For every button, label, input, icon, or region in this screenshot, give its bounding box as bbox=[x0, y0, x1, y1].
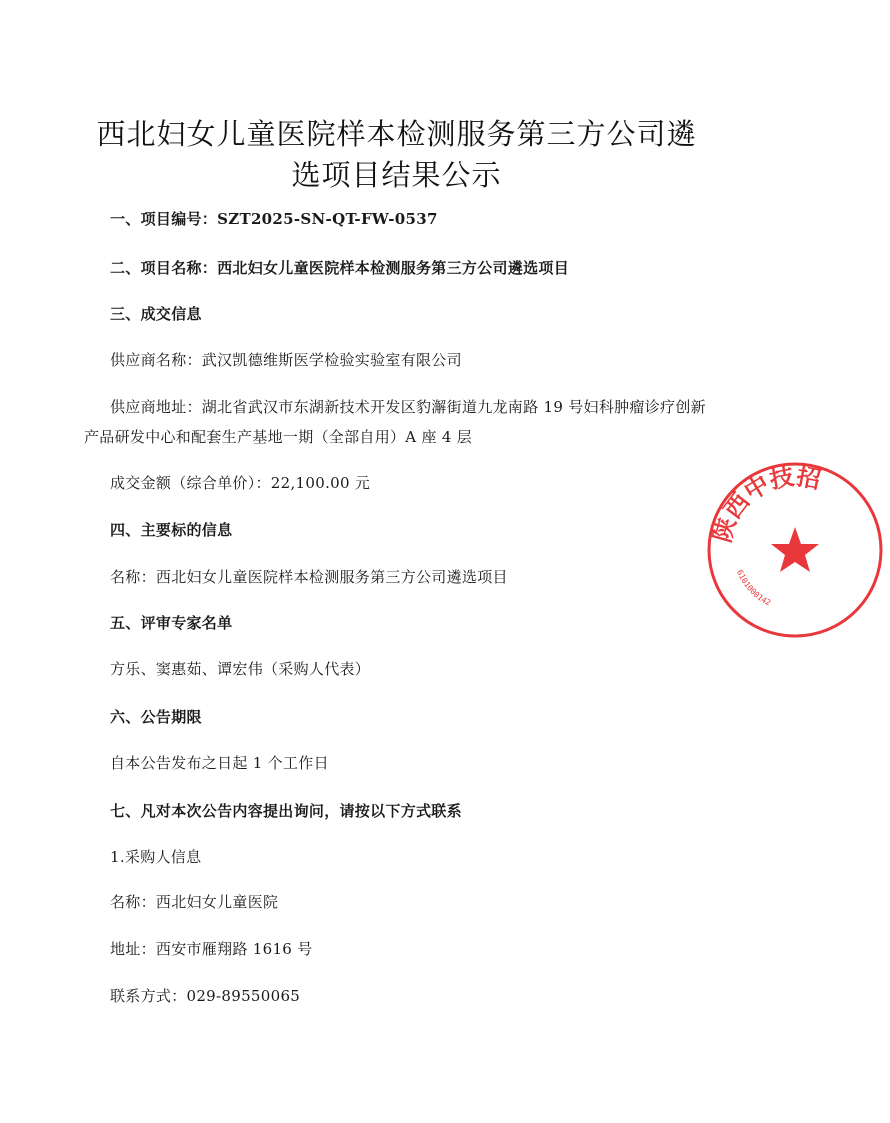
svg-text:陕西中技招 bbox=[707, 461, 823, 545]
purchaser-name: 名称：西北妇女儿童医院 bbox=[110, 893, 279, 911]
supplier-address-line-1: 供应商地址：湖北省武汉市东湖新技术开发区豹澥街道九龙南路 19 号妇科肿瘤诊疗创新 bbox=[110, 398, 706, 416]
supplier-address-line-2: 产品研发中心和配套生产基地一期（全部自用）A 座 4 层 bbox=[84, 428, 473, 446]
notice-period: 自本公告发布之日起 1 个工作日 bbox=[110, 754, 329, 772]
subject-name: 名称：西北妇女儿童医院样本检测服务第三方公司遴选项目 bbox=[110, 568, 508, 586]
document-title-line-1: 西北妇女儿童医院样本检测服务第三方公司遴 bbox=[96, 117, 697, 151]
section-experts-heading: 五、评审专家名单 bbox=[110, 614, 233, 632]
section-period-heading: 六、公告期限 bbox=[110, 708, 202, 726]
purchaser-info-label: 1.采购人信息 bbox=[110, 848, 202, 866]
transaction-amount: 成交金额（综合单价）：22,100.00 元 bbox=[110, 474, 371, 492]
section-subject-heading: 四、主要标的信息 bbox=[110, 521, 233, 539]
section-transaction-heading: 三、成交信息 bbox=[110, 305, 202, 323]
purchaser-contact: 联系方式：029-89550065 bbox=[110, 987, 301, 1005]
experts-list: 方乐、窦惠茹、谭宏伟（采购人代表） bbox=[110, 660, 371, 678]
document-title-line-2: 选项目结果公示 bbox=[291, 158, 502, 192]
supplier-name: 供应商名称：武汉凯德维斯医学检验实验室有限公司 bbox=[110, 351, 462, 369]
project-number: 一、项目编号：SZT2025-SN-QT-FW-0537 bbox=[110, 210, 438, 228]
svg-text:6101000142 bbox=[735, 569, 772, 608]
seal-text: 陕西中技招 bbox=[707, 461, 824, 546]
purchaser-address: 地址：西安市雁翔路 1616 号 bbox=[110, 940, 313, 958]
seal-serial: 6101000142 bbox=[735, 568, 773, 608]
section-contact-heading: 七、凡对本次公告内容提出询问，请按以下方式联系 bbox=[110, 802, 462, 820]
project-name: 二、项目名称：西北妇女儿童医院样本检测服务第三方公司遴选项目 bbox=[110, 259, 570, 277]
official-seal-icon bbox=[700, 455, 890, 645]
